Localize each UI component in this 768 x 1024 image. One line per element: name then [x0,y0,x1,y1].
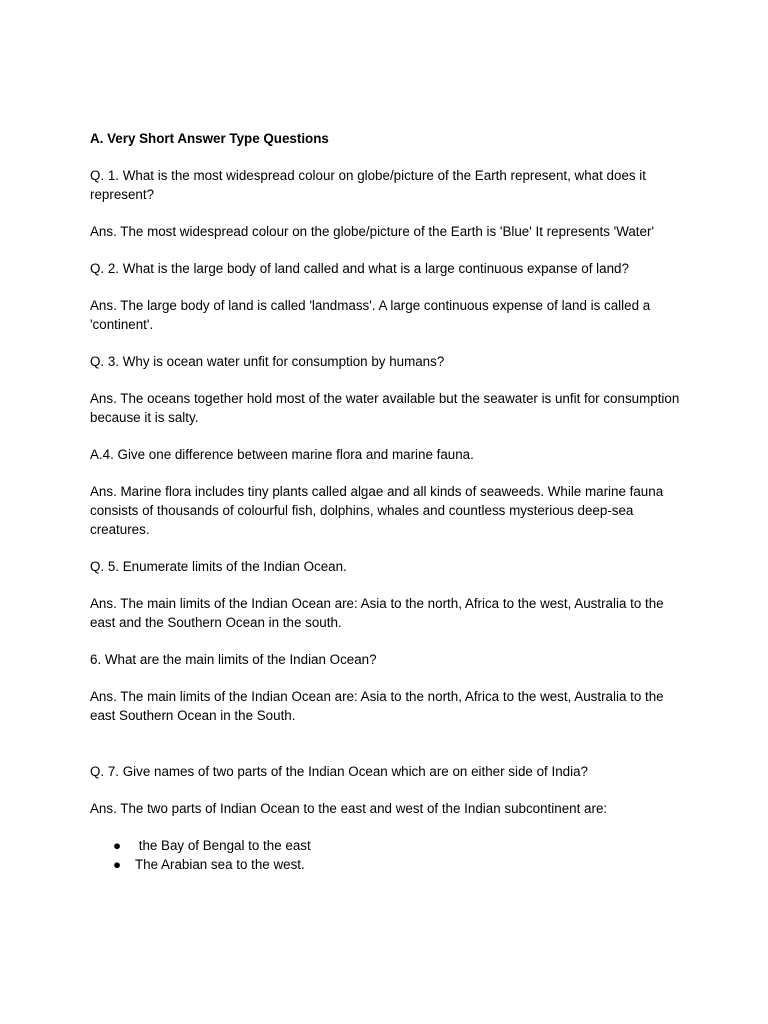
question-6: 6. What are the main limits of the Indian Ocean? [90,652,377,667]
answer-1: Ans. The most widespread colour on the globe/picture of the Earth is 'Blue' It represents 'Water' [90,224,654,239]
question-4: A.4. Give one difference between marine flora and marine fauna. [90,447,474,462]
answer-7-list [90,836,680,874]
document-page [90,129,680,874]
question-1: Q. 1. What is the most widespread colour on globe/picture of the Earth represent, what does it represent? [90,168,647,202]
question-5: Q. 5. Enumerate limits of the Indian Ocean. [90,559,347,574]
question-2: Q. 2. What is the large body of land called and what is a large continuous expanse of land? [90,261,629,276]
answer-5: Ans. The main limits of the Indian Ocean are: Asia to the north, Africa to the west, Australia to the east and the Southern Ocean in the south. [90,596,664,630]
answer-7: Ans. The two parts of Indian Ocean to the east and west of the Indian subcontinent are: [90,801,608,816]
answer-2: Ans. The large body of land is called 'landmass'. A large continuous expense of land is called a 'continent'. [90,298,651,332]
question-7: Q. 7. Give names of two parts of the Indian Ocean which are on either side of India? [90,764,588,779]
bullet-icon: ● [113,838,122,853]
list-item [90,855,680,874]
section-heading: A. Very Short Answer Type Questions [90,131,329,146]
list-item-text: The Arabian sea to the west. [135,857,305,872]
list-item-text: the Bay of Bengal to the east [135,838,311,853]
answer-4: Ans. Marine flora includes tiny plants called algae and all kinds of seaweeds. While marine fauna consists of thousands of colourful fish, dolphins, whales and countless mysterious deep-sea creatures. [90,484,664,537]
answer-3: Ans. The oceans together hold most of the water available but the seawater is unfit for consumption because it is salty. [90,391,680,425]
list-item [90,836,680,855]
question-3: Q. 3. Why is ocean water unfit for consumption by humans? [90,354,445,369]
answer-6: Ans. The main limits of the Indian Ocean are: Asia to the north, Africa to the west, Australia to the east Southern Ocean in the South. [90,689,664,723]
bullet-icon: ● [113,857,122,872]
